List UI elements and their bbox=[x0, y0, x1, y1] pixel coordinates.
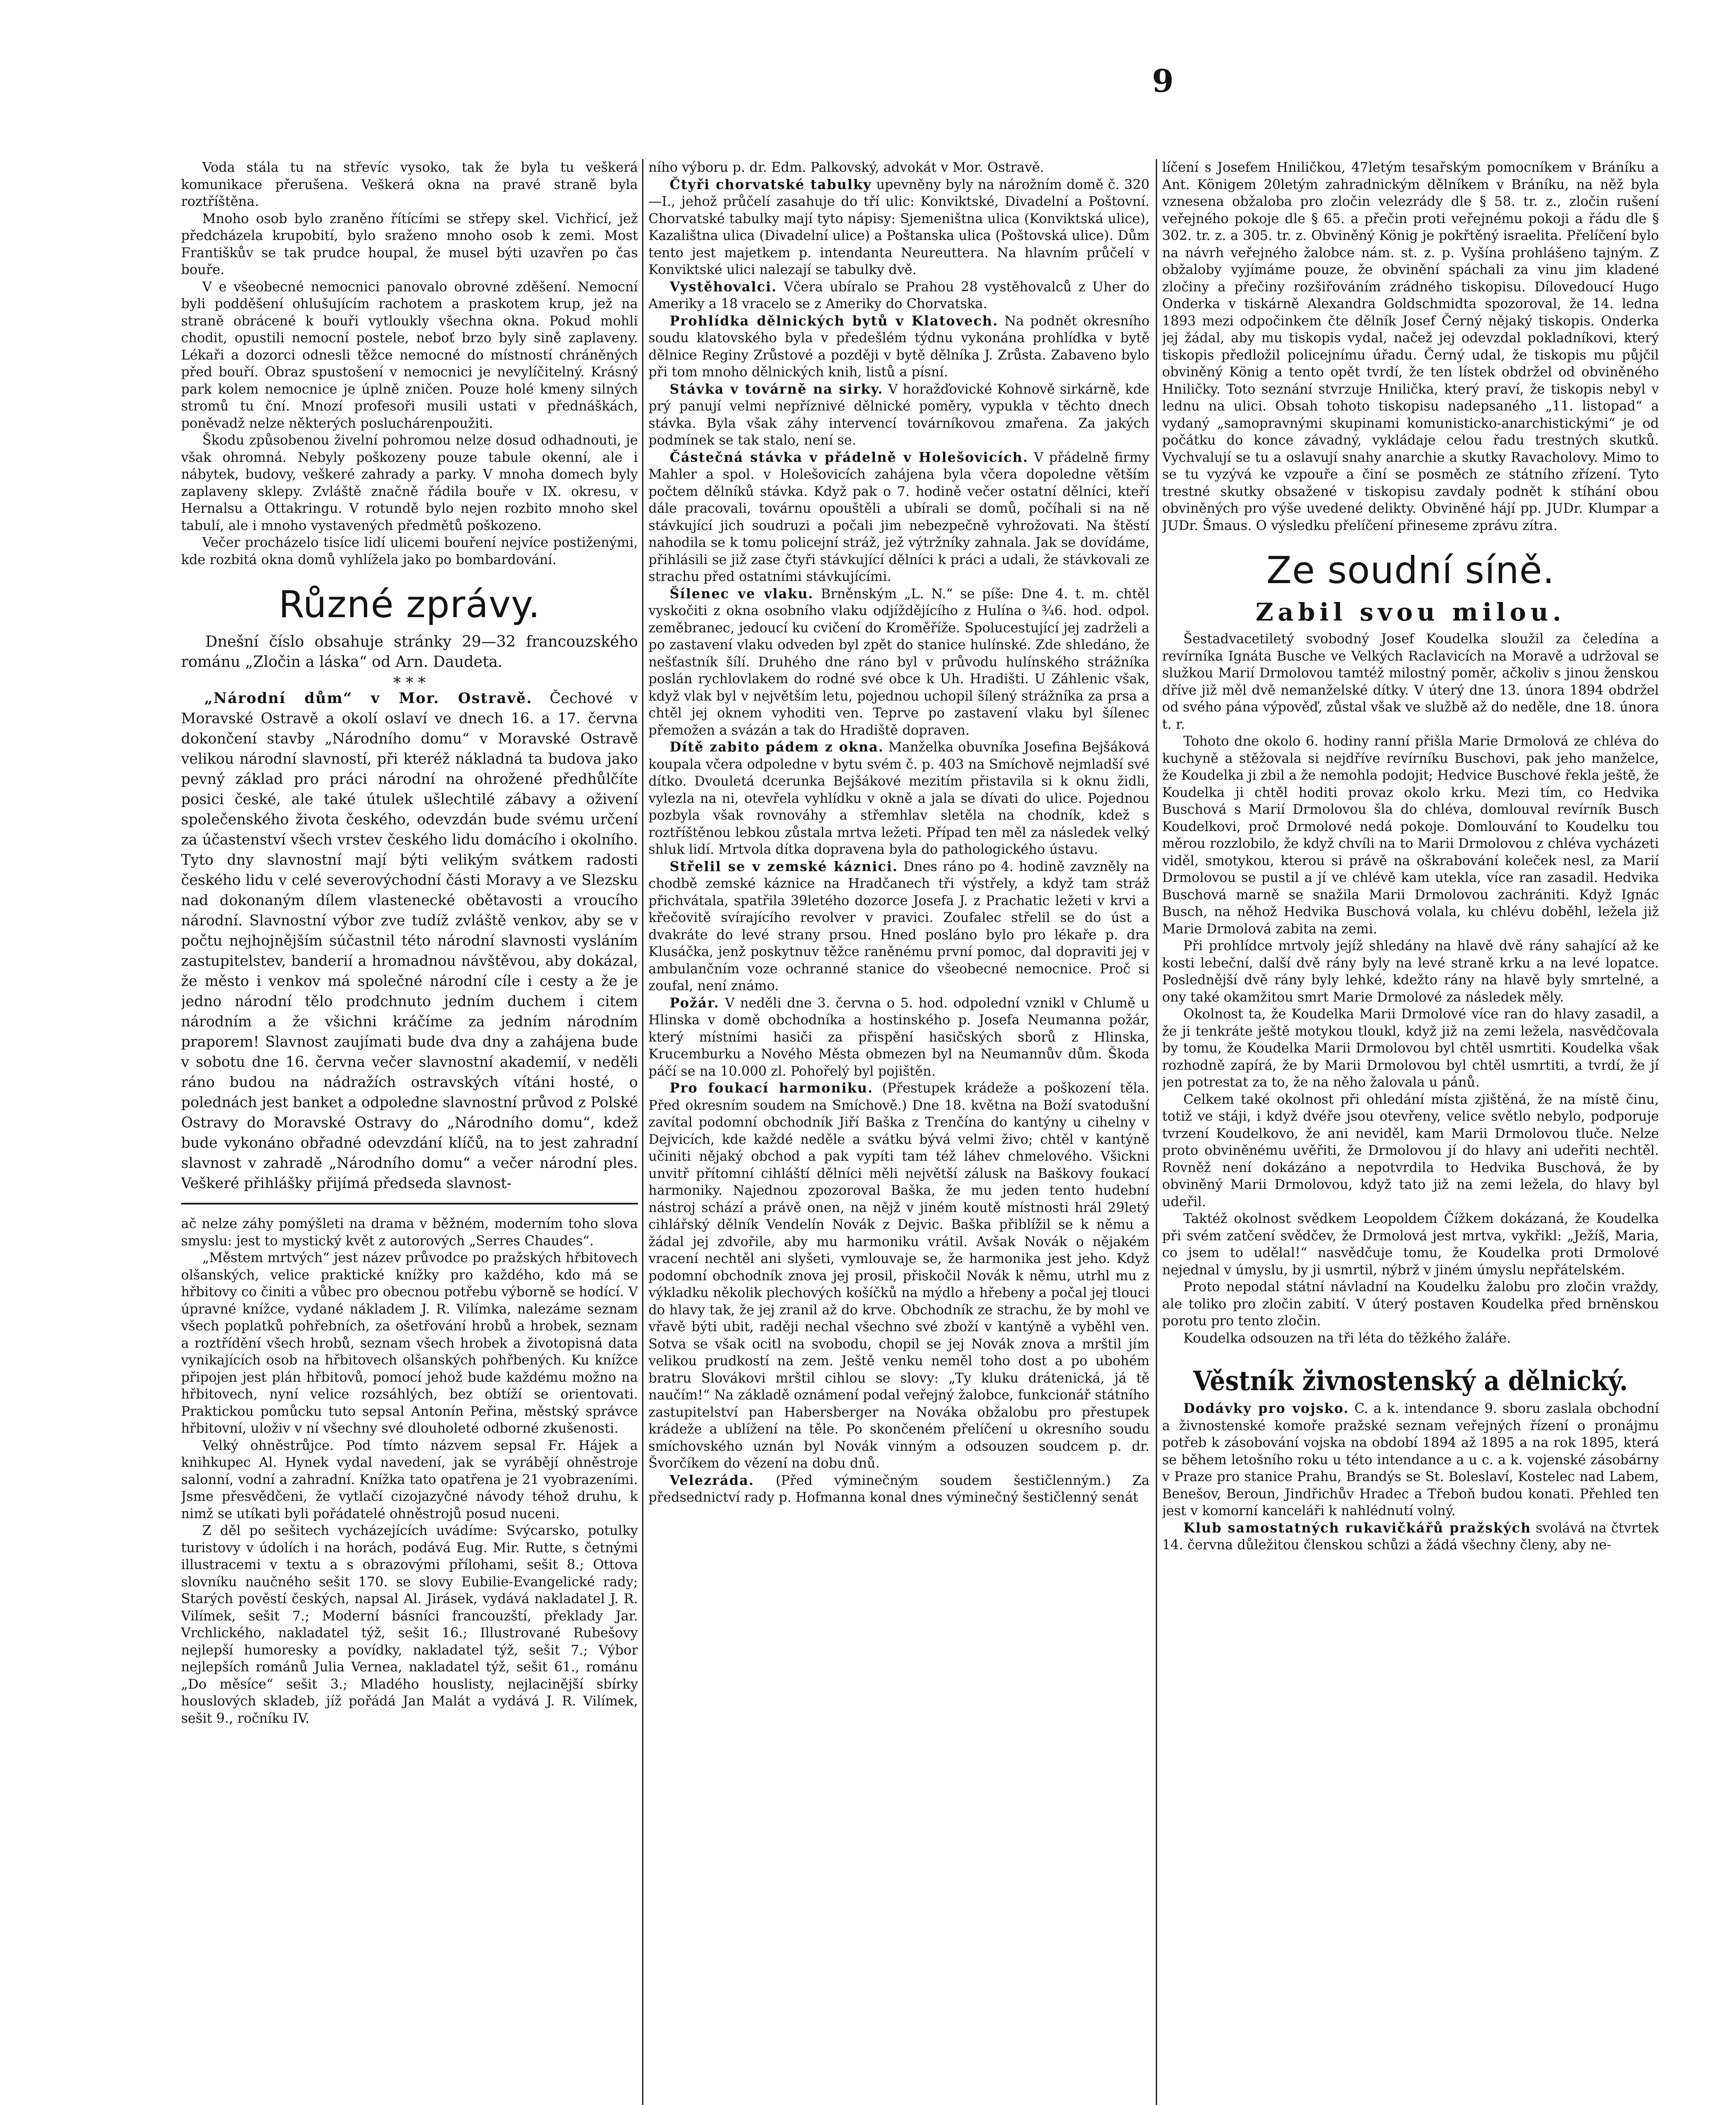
news-item bbox=[648, 381, 1149, 449]
news-item-text: upevněny byly na nárožním domě č. 320—I., jehož průčelí zasahuje do tří ulic: Konviktské, Divadelní a Poštovní. Chorvatské tabulky mají tyto nápisy: Sjemeništna ulica (Konviktská ulice), Kazalištna ulica (Divadelní ulice) a Poštanska ulica (Poštovská ulice). Dům tento jest majetkem p. intendanta Neureuttera. Na hlavním průčelí v Konviktské ulici nalezají se tabulky dvě. bbox=[648, 177, 1149, 277]
news-item bbox=[648, 279, 1149, 313]
article-paragraph: Celkem také okolnost při ohledání místa zjištěná, že na místě činu, totiž ve stáji, i když dvéře jsou otevřeny, velice světlo nebylo, podporuje tvrzení Koudelkovo, že ani neviděl, kam Marii Drmolovou tluče. Nelze proto obviněnému uvěřiti, že Drmolovou jí do hlavy ani udeřiti nechtěl. Rovněž není dokázáno a nepotvrdila to Hedvika Buschová, že by obviněný Marii Drmolovou, když tato již na zemi ležela, do hlavy byl udeřil. bbox=[1162, 1092, 1659, 1210]
column-right bbox=[1162, 159, 1659, 2105]
column-divider-right bbox=[1156, 159, 1157, 2105]
article-paragraph: Taktéž okolnost svědkem Leopoldem Čížkem dokázaná, že Koudelka při svém zatčení svědčev, že Drmolová jest mrtva, vykřikl: „Ježíš, Maria, co jsem to udělal!“ nasvědčuje tomu, že Koudelka proti Drmolové nejednal v úmyslu, by ji usmrtil, nýbrž v jiném úmyslu nepřátelském. bbox=[1162, 1211, 1659, 1278]
news-item-text: Brněnským „L. N.“ se píše: Dne 4. t. m. chtěl vyskočiti z okna osobního vlaku odjíždějícího z Hulína o ¾6. hod. odpol. zeměbranec, jedoucí ku cvičení do Kroměříže. Spolucestující jej zadrželi a po zastavení vlaku odveden byl zpět do stanice hulínské. Zde shledáno, že nešťastník šílí. Druhého dne ráno byl v průvodu hulínského strážníka poslán rychlovlakem do rodné své obce k Uh. Hradišti. U Záhlenic však, když vlak byl v největším letu, pojednou uchopil šílený strážníka za prsa a chtěl jej oknem vyhoditi ven. Teprve po zastavení vlaku byl šílenec přemožen a svázán a tak do Hradiště dopraven. bbox=[648, 586, 1149, 738]
news-item-text: V horažďovické Kohnově sirkárně, kde prý panují velmi nepříznivé dělnické poměry, vypukla v těchto dnech stávka. Byla však záhy intervencí továrníkovou zmařena. Za jakých podmínek se tak stalo, není se. bbox=[648, 381, 1149, 448]
news-item-lead: Vystěhovalci. bbox=[669, 279, 777, 295]
column-middle bbox=[648, 159, 1149, 2105]
news-item bbox=[648, 313, 1149, 381]
news-item-lead: Střelil se v zemské káznici. bbox=[669, 858, 898, 874]
news-item-lead: Klub samostatných rukavičkářů pražských bbox=[1183, 1520, 1531, 1536]
news-item bbox=[648, 449, 1149, 586]
article-paragraph: Z děl po sešitech vycházejících uvádíme: Svýcarsko, potulky turistovy v údolích i na horách, podává Eug. Mir. Rutte, s četnými illustracemi v textu a s obrazovými přílohami, sešit 8.; Ottova slovníku naučného sešit 170. se slovy Eubilie-Evangelické rady; Starých pověstí českých, napsal Al. Jirásek, vydává nakladatel J. R. Vilímek, sešit 7.; Moderní básníci francouzští, překlady Jar. Vrchlického, nakladatel týž, sešit 16.; Illustrované Rubešovy nejlepší humoresky a povídky, nakladatel týž, sešit 7.; Výbor nejlepších románů Julia Vernea, nakladatel týž, sešit 61., románu „Do měsíce“ sešit 3.; Mladého houslisty, nejlacinější sbírky houslových skladeb, jíž pořádá Jan Malát a vydává J. R. Vilímek, sešit 9., ročníku IV. bbox=[181, 1523, 638, 1726]
news-item-text: svolává na čtvrtek 14. června důležitou členskou schůzi a žádá všechny členy, aby ne- bbox=[1162, 1520, 1659, 1553]
page-number: 9 bbox=[1152, 63, 1174, 99]
news-item bbox=[648, 858, 1149, 995]
article-paragraph: Šestadvacetiletý svobodný Josef Koudelka sloužil za čeledína a revírníka Ignáta Busche ve Velkých Raclavicích na Moravě a udržoval se služkou Marií Drmolovou tamtéž milostný poměr, ačkoliv s jinou ženskou dříve již měl dvě nemanželské dítky. V úterý dne 13. února 1894 obdržel od svého pána výpověď, zůstal však ve službě až do neděle, dne 18. února t. r. bbox=[1162, 632, 1659, 732]
column-divider-left bbox=[642, 159, 643, 2105]
news-item-lead: Prohlídka dělnických bytů v Klatovech. bbox=[669, 313, 998, 329]
news-item-lead: Čtyři chorvatské tabulky bbox=[669, 176, 872, 192]
article-paragraph: V e všeobecné nemocnici panovalo obrovné zděšení. Nemocní byli podděšení ohlušujícím rachotem a praskotem krup, jež na straně obrácené k bouři vytloukly všechna okna. Pokud mohli chodit, opustili nemocní postele, neboť brzo byly sině zaplaveny. Lékaři a dozorci odnesli těžce nemocné do místností chráněných před bouří. Obraz spustošení v nemocnici je nevylíčitelný. Krásný park kolem nemocnice je úplně zničen. Pouze holé kmeny silných stromů tu ční. Mnozí profesoři musili ustati v přednáškách, poněvadž nelze některých posluchárenpoužiti. bbox=[181, 279, 638, 431]
news-item-lead: Velezráda. bbox=[669, 1472, 755, 1488]
news-item-text: V přádelně firmy Mahler a spol. v Holešovicích zahájena byla včera dopoledne větším počtem dělníků stávka. Když pak o 7. hodině večer ostatní dělníci, kteří dále pracovali, továrnu opouštěli a ubírali se domů, počíhali si na ně stávkující jich soudruzi a počali jim nebezpečně vyhrožovati. Na štěstí nahodila se k tomu policejní stráž, jež výtržníky zahnala. Jak se dovídáme, přihlásili se již zase čtyři stávkující dělníci k práci a udali, že stávkovali ze strachu před ostatními stávkujícími. bbox=[648, 450, 1149, 584]
article-paragraph: Tohoto dne okolo 6. hodiny ranní přišla Marie Drmolová ze chléva do kuchyně a stěžovala si nejdříve revírníku Buschovi, pak jeho manželce, že Koudelka ji zbil a že nemohla podojit; Hedvice Buschové řekla ještě, že Koudelka ji chtěl hoditi provaz okolo krku. Mezi tím, co Hedvika Buschová s Marií Drmolovou šla do chléva, domlouval revírník Busch Koudelkovi, proč Drmolové nedá pokoje. Domlouvání to Koudelku tou měrou rozzlobilo, že když chvíli na to Marii Drmolovou z chléva vycházeti viděl, smotykou, kterou si právě na oškrabování koleček nesl, za Marií Drmolovou se pustil a jí ve chlévě kam utekla, více ran zasadil. Hedvika Buschová marně se snažila Marii Drmolovou zachrániti. Když Ignác Busch, na něhož Hedvika Buschová volala, ku chlévu doběhl, ležela již Marie Drmolová zabita na zemi. bbox=[1162, 734, 1659, 937]
news-item bbox=[1162, 1520, 1659, 1554]
article-paragraph: Proto nepodal státní návladní na Koudelku žalobu pro zločin vraždy, ale toliko pro zločin zabití. V úterý postaven Koudelka před brněnskou porotu pro tento zločin. bbox=[1162, 1279, 1659, 1329]
separator-stars: * * * bbox=[393, 674, 426, 692]
article-paragraph: Mnoho osob bylo zraněno řítícími se střepy skel. Vichřicí, jež předcházela krupobití, bylo sraženo mnoho osob k zemi. Most Františkův se tak prudce houpal, že musel býti uzavřen po čas bouře. bbox=[181, 211, 638, 277]
news-item-lead: Částečná stávka v přádelně v Holešovicích. bbox=[669, 449, 1029, 465]
news-item-text: Manželka obuvníka Josefina Bejšáková koupala včera odpoledne v bytu svém č. p. 403 na Smíchově nejmladší své dítko. Dvouletá dcerunka Bejšákové mezitím přistavila si k oknu židli, vylezla na ni, otevřela vyhlídku v okně a jala se dívati do ulice. Pojednou pozbyla však rovnováhy a střemhlav sletěla na chodník, kdež s roztříštěnou lebkou zůstala mrtva ležeti. Případ ten měl za následek velký shluk lidí. Mrtvola dítka dopravena byla do pathologického ústavu. bbox=[648, 740, 1149, 857]
article-paragraph: Večer procházelo tisíce lidí ulicemi bouření nejvíce postiženými, kde rozbitá okna domů vyhlížela jako po bombardování. bbox=[181, 535, 638, 568]
news-item-text: Čechové v Moravské Ostravě a okolí oslaví ve dnech 16. a 17. června dokončení stavby „Národního domu“ v Moravské Ostravě velikou národní slavností, při kteréž nákladná ta budova jako pevný základ pro práci národní na ohrožené předhůlčíte posici české, ale také útulek ušlechtilé zábavy a oživení společenského života českého, odevzdán bude svému určení za účastenství všech vrstev českého lidu domácího i okolního. Tyto dny slavnostní mají býti velikým svátkem radosti českého lidu v celé severovýchodní části Moravy a ve Slezsku nad dokonaným dílem vlastenecké obětavosti a vroucího národní. Slavnostní výbor zve tudíž zvláště venkov, aby se v počtu nejhojnějším súčastnil této národní slavnosti vysláním zastupitelstev, banderií a hromadnou návštěvou, aby dokázal, že město i venkov má společné národní cíle i cesty a že je jedno národní tělo prodchnuto jedním duchem i citem národním a že všichni kráčíme za jedním národním praporem! Slavnost zaujímati bude dva dny a zahájena bude v sobotu dne 16. června večer slavnostní akademií, v neděli ráno budou na nádražích ostravských vítáni hosté, o polednách jest banket a odpoledne slavnostní průvod z Polské Ostravy do Moravské Ostravy do „Národního domu“, kdež bude vykonáno obřadné odevzdání klíčů, na to jest zahradní slavnost v zahradě „Národního domu“ a večer národní ples. Veškeré přihlášky přijímá předseda slavnost- bbox=[181, 690, 638, 1192]
news-item-narodni-dum bbox=[181, 688, 638, 1194]
article-paragraph: Velký ohněstrůjce. Pod tímto názvem sepsal Fr. Hájek a knihkupec Al. Hynek vydal navedení, jak se vyrábějí ohněstroje salonní, vodní a zahradní. Knížka tato opatřena je 21 vyobrazeními. Jsme přesvědčeni, že vytlačí cizojazyčné návody téhož druhu, k nimž se utíkati byli pořádatelé ohněstrojů posud nuceni. bbox=[181, 1438, 638, 1521]
news-item-text: (Před výminečným soudem šestičlenným.) Za předsednictví rady p. Hofmanna konal dnes výminečný šestičlenný senát bbox=[648, 1473, 1149, 1505]
news-item-lead: Dodávky pro vojsko. bbox=[1183, 1401, 1349, 1416]
news-item-text: V neděli dne 3. června o 5. hod. odpolední vznikl v Chlumě u Hlinska v domě obchodníka a hostinského p. Josefa Neumanna požár, který místními hasiči za přispění hasičských sborů z Hlinska, Krucemburku a Nového Města obmezen byl na Neumannův dům. Škoda páčí se na 10.000 zl. Pohořelý byl pojištěn. bbox=[648, 995, 1149, 1079]
column-left bbox=[181, 159, 638, 2105]
intro-paragraph: Dnešní číslo obsahuje stránky 29—32 francouzského románu „Zločin a láska“ od Arn. Daudeta. bbox=[181, 633, 638, 671]
article-paragraph: „Městem mrtvých“ jest název průvodce po pražských hřbitovech olšanských, velice praktické knížky pro každého, kdo má se hřbitovy co činiti a vůbec pro obecnou potřebu výborně se hodící. V úpravné knížce, vydané nákladem J. R. Vilímka, nalezáme seznam všech poplatků pohřebních, za ošetřování hrobů a hrobek, seznam a roztřídění všech hrobů, seznam všech hrobek a životopisná data vynikajících osob na hřbitovech olšanských pohřbených. Ku knížce připojen jest plán hřbitovů, pomocí jehož bude každému možno na hřbitovech, nyní velice rozsáhlých, bez obtíží se orientovati. Praktickou pomůcku tuto sepsal Antonín Peřina, městský správce hřbitovní, uloživ v ní všechny své dlouholeté odborné zkušenosti. bbox=[181, 1250, 638, 1436]
news-item bbox=[1162, 1400, 1659, 1520]
news-item-text: (Přestupek krádeže a poškození těla. Před okresním soudem na Smíchově.) Dne 18. května na Boží svatodušní zavítal podomní obchodník Jiří Baška z Trenčína do kantýny u cihelny v Dejvicích, kde každé neděle a svátku bývá velmi živo; chtěl v kantýně učiniti nějaký obchod a pak vypíti tam též láhev chmelového. Všickni unvitř přítomní cihláští dělníci měli největší zálusk na Baškovy foukací harmoniky. Najednou zpozoroval Baška, že mu jeden tento hudební nástroj schází a právě onen, na nějž v jiném koutě místnosti hrál 29letý cihlářský dělník Vendelín Novák z Dejvic. Baška přiblížil se k němu a žádal jej zdvořile, aby mu harmoniku vrátil. Avšak Novák o nějakém vracení nechtěl ani slyšeti, vymlouvaje se, že harmonika jest jeho. Když podomní obchodník znova jej prosil, přiskočil Novák k němu, utrhl mu z výkladku několik plechových košíčků na mýdlo a hřebeny a počal jej tlouci do hlavy tak, že jej zranil až do krve. Obchodník ze strachu, že by mohl ve vřavě býti ubit, raději nechal všechno své zboží v kantýně a vyběhl ven. Sotva se však ocitl na svobodu, chopil se jej Novák znova a mrštil jím velikou prudkostí na zem. Ještě venku neměl toho dost a po ubohém bratru Slovákovi mrštil cihlou se slovy: „Ty kluku drátenická, já tě naučím!“ Na základě oznámení podal veřejný žalobce, funkcionář státního zastupitelství pan Habersberger na Nováka obžalobu pro přestupek krádeže a ublížení na těle. Po skončeném přelíčení u okresního soudu smíchovského uznán byl Novák vinným a odsouzen soudcem p. dr. Švorčíkem do vězení na dobu dnů. bbox=[648, 1081, 1149, 1471]
news-item-lead: Pro foukací harmoniku. bbox=[669, 1080, 873, 1096]
section-title-ruzne-zpravy: Různé zprávy. bbox=[278, 583, 541, 626]
news-item-lead: Dítě zabito pádem z okna. bbox=[669, 739, 884, 755]
news-item-lead: Požár. bbox=[669, 995, 720, 1011]
article-paragraph: Při prohlídce mrtvoly jejíž shledány na hlavě dvě rány sahající až ke kosti lebeční, další dvě rány byly na levé straně krku a na levé lopatce. Poslednější dvě rány byly lehké, kdežto rány na hlavě byly smrtelné, a ony také okamžitou smrt Marie Drmolové za následek měly. bbox=[1162, 938, 1659, 1005]
news-item-text: Včera ubíralo se Prahou 28 vystěhovalců z Uher do Ameriky a 18 vracelo se z Ameriky do Chorvatska. bbox=[648, 279, 1149, 312]
news-item-lead: Šílenec ve vlaku. bbox=[669, 586, 814, 602]
article-paragraph: Voda stála tu na střevíc vysoko, tak že byla tu veškerá komunikace přerušena. Veškerá okna na pravé straně byla roztříštěna. bbox=[181, 160, 638, 209]
article-paragraph: Koudelka odsouzen na tři léta do těžkého žaláře. bbox=[1183, 1330, 1511, 1346]
news-item bbox=[648, 739, 1149, 858]
section-title-soudni-sin: Ze soudní síně. bbox=[1266, 549, 1555, 592]
news-item bbox=[648, 176, 1149, 279]
news-item-text: C. a k. intendance 9. sboru zaslala obchodní a živnostenské komoře pražské seznam veřejných řízení o pronájmu potřeb k zásobování vojska na období 1894 až 1895 a na rok 1895, která se během letošního roku u této intendance a u c. a k. vojenské zásobárny v Praze pro stanice Prahu, Brandýs se St. Boleslaví, Kostelec nad Labem, Benešov, Beroun, Jindřichův Hradec a Třeboň budou konati. Přehled ten jest v komorní kanceláři k nahlédnutí volný. bbox=[1162, 1401, 1659, 1519]
news-item-text: Na podnět okresního soudu klatovského byla v předešlém týdnu vykonána prohlídka v bytě dělnice Reginy Zrůstové a později v bytě dělníka J. Zrůsta. Zabaveno bylo při tom mnoho dělnických knih, listů a písní. bbox=[648, 313, 1149, 380]
news-item bbox=[648, 995, 1149, 1080]
news-item bbox=[648, 586, 1149, 739]
section-title-vestnik: Věstník živnostenský a dělnický. bbox=[1193, 1365, 1628, 1397]
news-item bbox=[648, 1080, 1149, 1472]
article-paragraph: ního výboru p. dr. Edm. Palkovský, advokát v Mor. Ostravě. bbox=[648, 160, 1044, 175]
article-paragraph: ač nelze záhy pomýšleti na drama v běžném, moderním toho slova smyslu: jest to mystický květ z autorových „Serres Chaudes“. bbox=[181, 1216, 638, 1249]
news-item-lead: „Národní dům“ v Mor. Ostravě. bbox=[204, 690, 533, 707]
news-item bbox=[648, 1472, 1149, 1506]
news-item-text: Dnes ráno po 4. hodině zavzněly na chodbě zemské káznice na Hradčanech tři výstřely, a když tam stráž přichvátala, spatřila 39letého dozorce Josefa J. z Prachatic ležeti v krvi a křečovitě svírajícího revolver v pravici. Zoufalec střelil se do úst a dvakráte do levé strany prsou. Hned posláno bylo pro lékaře p. dra Klusáčka, jenž poskytnuv těžce raněnému první pomoc, dal dopraviti jej v ambulančním voze ochranné stanice do všeobecné nemocnice. Proč si zoufal, není známo. bbox=[648, 859, 1149, 994]
news-item-lead: Stávka v továrně na sirky. bbox=[669, 381, 883, 397]
horizontal-rule bbox=[181, 1203, 638, 1204]
article-headline: Zabil svou milou. bbox=[1255, 598, 1566, 626]
article-paragraph: líčení s Josefem Hniličkou, 47letým tesařským pomocníkem v Bráníku a Ant. Königem 20letým zahradnickým dělníkem v Bráníku, na něž byla vznesena obžaloba pro zločin velezrády dle § 58. tr. z., zločin rušení veřejného pokoje dle § 65. a přečin proti veřejnému pokoji a řádu dle § 302. tr. z. a 305. tr. z. Obviněný König je pokřtěný israelita. Přelíčení bylo na návrh veřejného žalobce nám. st. z. p. Vyšína prohlášeno tajným. Z obžaloby vyjímáme pouze, že obvinění spáchali za vinu jim kladené zločiny a přečiny rozšiřováním zrádného tiskopisu. Dílovedoucí Hugo Onderka v tiskárně Alexandra Goldschmidta spozoroval, že 14. ledna 1893 mezi odpočinkem čte dělník Josef Černý nějaký tiskopis. Onderka jej žádal, aby mu tiskopis vydal, načež jej odevzdal pokladníkovi, který tiskopis předložil policejnímu úřadu. Černý udal, že tiskopis mu půjčil obviněný König a tento opět tvrdí, že ten lístek obdržel od obviněného Hniličky. Toto seznání stvrzuje Hnilička, který praví, že tiskopis nebyl v lednu na ulici. Obsah tohoto tiskopisu nadepsaného „11. listopad“ a vydaný „samopravnými skupinami komunisticko-anarchistickými“ je od počátku do konce závadný, vykládaje celou řadu trestných skutků. Vychvalují se tu a oslavují snahy anarchie a skutky Ravacholovy. Mimo to se tu vyzývá ke vzpouře a činí se posměch ze státního zřízení. Tyto trestné skutky obsažené v tiskopisu zavdaly podnět k stíhání obou obviněných pro výše uvedené delikty. Obviněné hájí pp. JUDr. Klumpar a JUDr. Šmaus. O výsledku přelíčení přineseme zprávu zítra. bbox=[1162, 160, 1659, 533]
article-paragraph: Okolnost ta, že Koudelka Marii Drmolové více ran do hlavy zasadil, a že ji tenkráte ještě motykou tloukl, když již na zemi ležela, nasvědčovala by tomu, že Koudelka Marii Drmolovou byl chtěl usmrtiti. Koudelka však rozhodně zapírá, že by Marii Drmolovou byl chtěl usmrtiti, a tvrdí, že jí jen potrestat za to, že na něho žalovala u pánů. bbox=[1162, 1007, 1659, 1090]
article-paragraph: Škodu způsobenou živelní pohromou nelze dosud odhadnouti, je však ohromná. Nebyly poškozeny pouze tabule okenní, ale i nábytek, budovy, veškeré zahrady a parky. V mnoha domech byly zaplaveny sklepy. Zvláště značně řádila bouře v IX. okresu, v Hernalsu a Ottakringu. V rotundě bylo nejen rozbito mnoho skel tabulí, ale i mnoho vystavených předmětů poškozeno. bbox=[181, 433, 638, 533]
